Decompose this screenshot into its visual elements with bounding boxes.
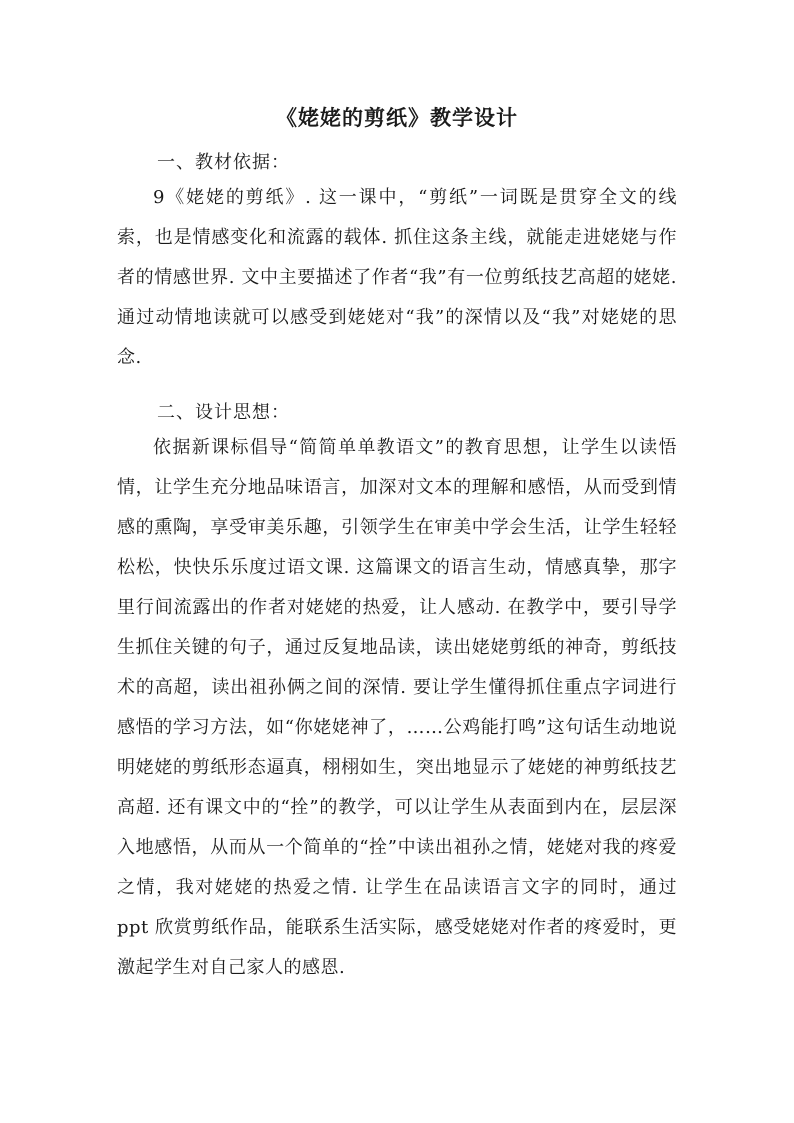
section-body-design-idea: 依据新课标倡导“简简单单教语文”的教育思想，让学生以读悟情，让学生充分地品味语言，加深对文本的理解和感悟，从而受到情感的熏陶，享受审美乐趣，引领学生在审美中学会生活，让学生轻轻松松，快快乐乐度过语文课. 这篇课文的语言生动，情感真挚，那字里行间流露出的作者对姥姥的热爱，让人感动. 在教学中，要引导学生抓住关键的句子，通过反复地品读，读出姥姥剪纸的神奇，剪纸技术的高超，读出祖孙俩之间的深情. 要让学生懂得抓住重点字词进行感悟的学习方法，如“你姥姥神了，……公鸡能打鸣”这句话生动地说明姥姥的剪纸形态逼真，栩栩如生，突出地显示了姥姥的神剪纸技艺高超. 还有课文中的“拴”的教学，可以让学生从表面到内在，层层深入地感悟，从而从一个简单的“拴”中读出祖孙之情，姥姥对我的疼爱之情，我对姥姥的热爱之情. 让学生在品读语言文字的同时，通过 ppt 欣赏剪纸作品，能联系生活实际，感受姥姥对作者的疼爱时，更激起学生对自己家人的感恩. (117, 437, 677, 978)
section-heading-textbook-basis: 一、教材依据： (157, 152, 290, 173)
section-heading-design-idea: 二、设计思想： (157, 402, 290, 423)
section-body-textbook-basis: 9《姥姥的剪纸》. 这一课中，“剪纸”一词既是贯穿全文的线索，也是情感变化和流露的载体. 抓住这条主线，就能走进姥姥与作者的情感世界. 文中主要描述了作者“我”有一位剪纸技艺高超的姥姥. 通过动情地读就可以感受到姥姥对“我”的深情以及“我”对姥姥的思念. (117, 187, 677, 368)
page-title: 《姥姥的剪纸》教学设计 (276, 105, 518, 130)
